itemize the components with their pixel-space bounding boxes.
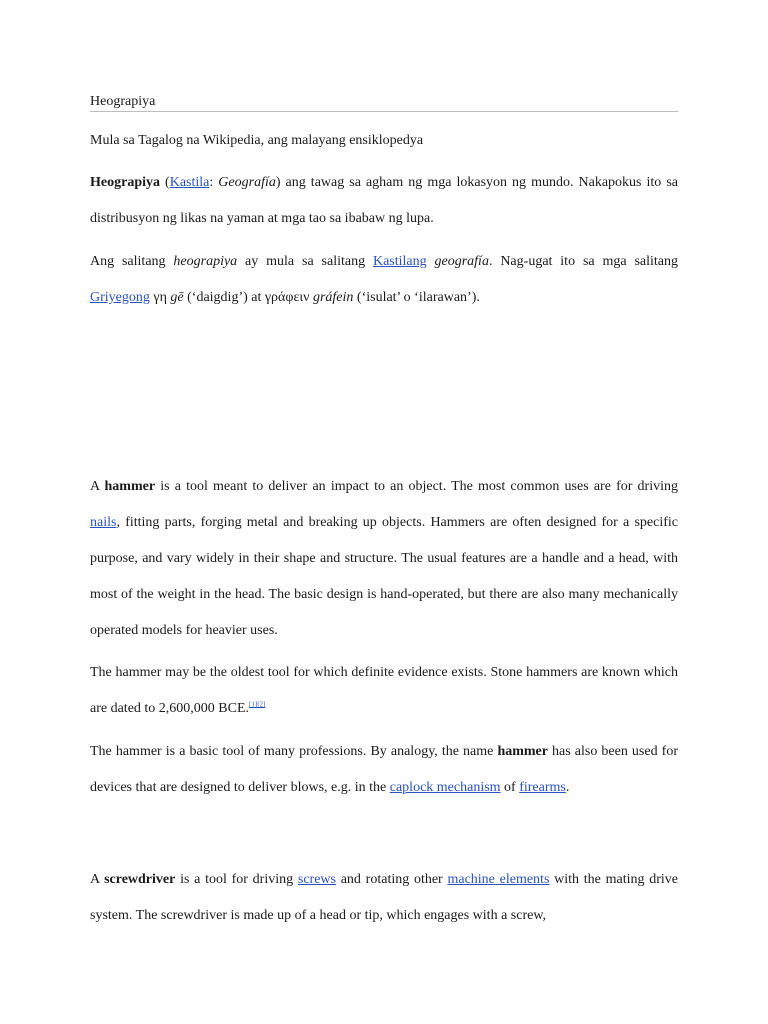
geo-p1-rest: ) ang tawag sa agham ng mga lokasyon ng mundo. Nakapokus ito sa distribusyon ng likas na yaman at mga tao sa ibabaw ng lupa. [90,175,679,226]
link-griyegong[interactable]: Griyegong [90,290,150,305]
screwdriver-paragraph-1 [90,862,678,934]
hammer-p1-pre: A [90,479,105,494]
hammer-p3-term: hammer [497,744,548,759]
source-line [90,123,678,159]
geo-p2-grafein: gráfein [312,290,354,305]
hammer-p3-end: . [565,780,570,795]
link-kastila[interactable]: Kastila [169,175,210,190]
geo-p2-term: heograpiya [173,254,238,269]
document-header [90,92,678,112]
geo-p2-geografia: geografía [434,254,489,269]
geo-p1-geografia: Geografía [218,175,276,190]
geo-p2-mid: ay mula sa salitang [237,254,373,269]
geo-p2-greek-ge: γη [149,290,171,305]
screwdriver-p1-mid: is a tool for driving [175,872,298,887]
screwdriver-p1-rest: with the mating drive system. The screwdriver is made up of a head or tip, which engages with a screw, [90,872,678,923]
geo-p2-space [427,254,435,269]
screwdriver-p1-pre: A [90,872,105,887]
screwdriver-p1-mid2: and rotating other [335,872,448,887]
link-firearms[interactable]: firearms [519,780,566,795]
document-page [90,0,678,1024]
hammer-paragraph-1 [90,469,678,649]
geo-p1-colon: : [209,175,219,190]
header-title: Heograpiya [90,94,156,109]
geo-paragraph-1 [90,165,678,237]
source-line-text: Mula sa Tagalog na Wikipedia, ang malayang ensiklopedya [90,133,424,148]
geo-term: Heograpiya [90,175,160,190]
geo-p2-mid2: . Nag-ugat ito sa mga salitang [488,254,679,269]
hammer-p1-rest: , fitting parts, forging metal and breaking up objects. Hammers are often designed for a specific purpose, and vary widely in their shape and structure. The usual features are a handle and a head, with most of the weight in the head. The basic design is hand-operated, but there are also many mechanically operated models for heavier uses. [90,515,678,638]
hammer-term: hammer [104,479,156,494]
geo-p2-tail: (‘isulat’ o ‘ilarawan’). [353,290,480,305]
hammer-paragraph-3 [90,734,678,806]
link-nails[interactable]: nails [90,515,117,530]
hammer-p3-mid: has also been used for devices that are designed to deliver blows, e.g. in the [90,744,678,795]
reference-1-link[interactable]: [1] [249,700,258,709]
geo-p2-pre: Ang salitang [90,254,174,269]
hammer-p2-text: The hammer may be the oldest tool for which definite evidence exists. Stone hammers are known which are dated to 2,600,000 BCE. [90,665,678,716]
hammer-paragraph-2 [90,655,678,727]
reference-2-link[interactable]: [2] [257,700,266,709]
geo-p2-ge: gē [170,290,184,305]
link-machine-elements[interactable]: machine elements [447,872,550,887]
screwdriver-term: screwdriver [104,872,176,887]
link-caplock-mechanism[interactable]: caplock mechanism [389,780,501,795]
geo-p1-open-paren: ( [160,175,170,190]
hammer-p3-pre: The hammer is a basic tool of many professions. By analogy, the name [90,744,498,759]
geo-paragraph-2 [90,244,678,316]
hammer-p3-of: of [500,780,520,795]
geo-p2-greek-graphein: γράφειν [264,290,313,305]
hammer-p1-mid: is a tool meant to deliver an impact to an object. The most common uses are for driving [155,479,678,494]
geo-p2-mid3: (‘daigdig’) at [183,290,265,305]
link-kastilang[interactable]: Kastilang [372,254,427,269]
link-screws[interactable]: screws [297,872,336,887]
